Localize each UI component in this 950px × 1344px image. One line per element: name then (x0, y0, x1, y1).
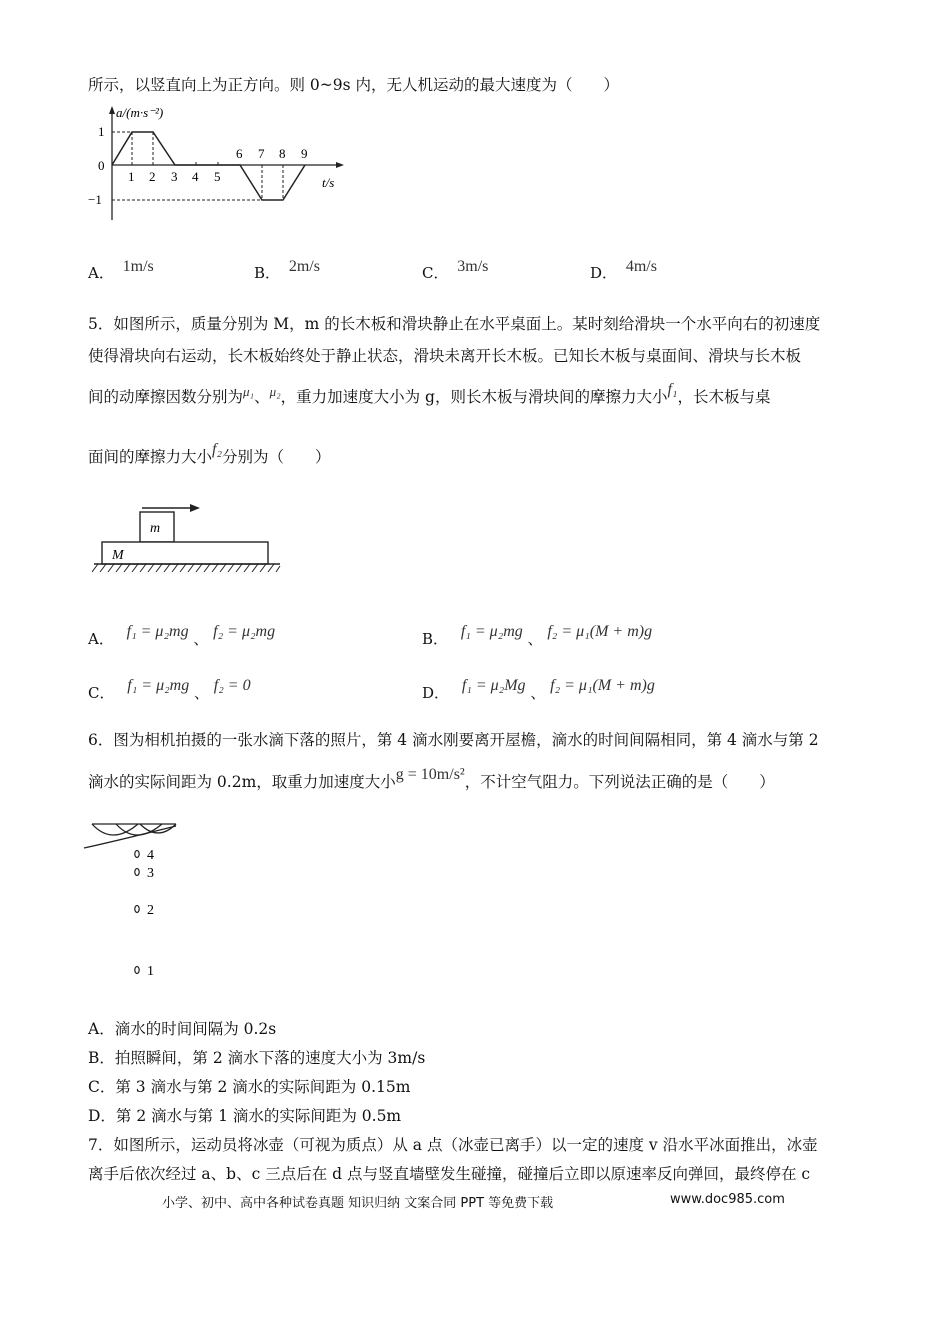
q4-stem-line: 所示，以竖直向上为正方向。则 0~9s 内，无人机运动的最大速度为（ ） (88, 76, 620, 94)
q5-stem-line-4 (88, 441, 331, 469)
option-letter: B． (254, 264, 281, 282)
f2-symbol: f₂ (212, 441, 223, 458)
option-f1: f₁ = μ₂mg (460, 623, 523, 640)
water-drop-4 (135, 851, 139, 858)
text-segment: 滴水的实际间距为 0.2m，取重力加速度大小 (88, 773, 396, 791)
q4-option-d (590, 258, 657, 283)
option-letter: A． (88, 630, 114, 648)
separator: 、 (194, 684, 210, 702)
gravity-formula: g = 10m/s² (395, 766, 465, 783)
option-value: 1m/s (122, 258, 154, 275)
option-letter: D． (590, 264, 618, 282)
footer-text: 小学、初中、高中各种试卷真题 知识归纳 文案合同 PPT 等免费下载 (162, 1196, 554, 1211)
option-letter: A． (88, 264, 114, 282)
table-hatching (92, 564, 280, 572)
q7-stem-line-2: 离手后依次经过 a、b、c 三点后在 d 点与竖直墙壁发生碰撞，碰撞后立即以原速率反向弹回，最终停在 c (88, 1165, 811, 1183)
y-axis-arrow (109, 106, 115, 114)
x-tick-9: 9 (301, 146, 308, 161)
x-axis-arrow (336, 162, 344, 168)
option-value: 3m/s (457, 258, 489, 275)
x-tick-8: 8 (279, 146, 286, 161)
option-value: 2m/s (288, 258, 320, 275)
q5-option-d (422, 677, 655, 703)
x-tick-1: 1 (128, 169, 135, 184)
option-letter: C． (422, 264, 449, 282)
q6-option-c: C．第 3 滴水与第 2 滴水的实际间距为 0.15m (88, 1078, 411, 1096)
water-drop-2 (135, 906, 139, 913)
q6-option-a: A．滴水的时间间隔为 0.2s (88, 1020, 277, 1038)
text-segment: 面间的摩擦力大小 (88, 448, 213, 466)
q4-option-a (88, 258, 154, 283)
y-axis-label: a/(m·s⁻²) (116, 105, 164, 120)
y-tick-0: 0 (98, 158, 105, 173)
q6-stem-line-2 (88, 766, 775, 794)
q4-option-b (254, 258, 320, 283)
drop-label-4: 4 (147, 848, 154, 863)
long-board-label: M (112, 548, 124, 563)
mu1-symbol: μ₁ (243, 384, 255, 399)
option-letter: B． (422, 630, 449, 648)
option-letter: D． (422, 684, 450, 702)
text-segment: 分别为（ ） (222, 448, 331, 466)
separator: 、 (193, 630, 209, 648)
y-tick-1: 1 (98, 124, 105, 139)
option-letter: C． (88, 684, 115, 702)
q5-option-a (88, 623, 276, 649)
mu2-symbol: μ₂ (269, 384, 281, 399)
option-f1: f₁ = μ₂mg (126, 623, 189, 640)
y-tick-minus-1: −1 (88, 192, 102, 207)
small-block-label: m (150, 521, 161, 536)
x-tick-2: 2 (149, 169, 156, 184)
q5-option-b (422, 623, 653, 649)
q6-option-b: B．拍照瞬间，第 2 滴水下落的速度大小为 3m/s (88, 1049, 426, 1067)
drop-label-1: 1 (147, 964, 154, 979)
long-board (102, 542, 268, 564)
option-value: 4m/s (625, 258, 657, 275)
x-tick-3: 3 (171, 169, 178, 184)
text-segment: ，不计空气阻力。下列说法正确的是（ ） (464, 773, 775, 791)
q6-stem-line-1: 6．图为相机拍摄的一张水滴下落的照片，第 4 滴水刚要离开屋檐，滴水的时间间隔相同，第 4 滴水与第 2 (88, 731, 819, 749)
water-drops-figure (80, 818, 190, 984)
f1-symbol: f₁ (667, 381, 678, 398)
option-f1: f₁ = μ₂Mg (461, 677, 526, 694)
acceleration-curve (112, 132, 305, 200)
x-tick-6: 6 (236, 146, 243, 161)
separator: 、 (254, 388, 270, 406)
water-drop-1 (135, 967, 139, 974)
x-tick-5: 5 (214, 169, 221, 184)
drop-label-2: 2 (147, 903, 154, 918)
eave-arc-1 (92, 824, 138, 835)
q4-option-c (422, 258, 489, 283)
q7-stem-line-1: 7．如图所示，运动员将冰壶（可视为质点）从 a 点（冰壶已离手）以一定的速度 v 沿水平冰面推出，冰壶 (88, 1136, 818, 1154)
option-f2: f₂ = μ₁(M + m)g (550, 677, 655, 694)
separator: 、 (527, 630, 543, 648)
q5-stem-line-3 (88, 381, 771, 409)
option-f2: f₂ = 0 (213, 677, 251, 694)
q5-stem-line-2: 使得滑块向右运动，长木板始终处于静止状态，滑块未离开长木板。已知长木板与桌面间、滑块与长木板 (88, 347, 802, 365)
option-f2: f₂ = μ₁(M + m)g (547, 623, 653, 640)
water-drop-3 (135, 869, 139, 876)
q5-stem-line-1: 5．如图所示，质量分别为 M，m 的长木板和滑块静止在水平桌面上。某时刻给滑块一个水平向右的初速度 (88, 315, 821, 333)
text-segment: ，长木板与桌 (677, 388, 771, 406)
footer-site-link[interactable]: www.doc985.com (670, 1192, 785, 1207)
drop-label-3: 3 (147, 866, 154, 881)
x-tick-4: 4 (192, 169, 199, 184)
separator: 、 (530, 684, 546, 702)
x-axis-label: t/s (322, 175, 335, 190)
x-tick-7: 7 (258, 146, 265, 161)
eave-arc-3 (140, 824, 176, 833)
text-segment: ，重力加速度大小为 g，则长木板与滑块间的摩擦力大小 (280, 388, 668, 406)
option-f2: f₂ = μ₂mg (213, 623, 276, 640)
velocity-arrowhead (190, 504, 200, 512)
board-block-figure (92, 500, 282, 578)
text-segment: 间的动摩擦因数分别为 (88, 388, 244, 406)
q5-option-c (88, 677, 251, 703)
option-f1: f₁ = μ₂mg (127, 677, 190, 694)
q6-option-d: D．第 2 滴水与第 1 滴水的实际间距为 0.5m (88, 1107, 402, 1125)
acceleration-time-chart (86, 104, 356, 222)
